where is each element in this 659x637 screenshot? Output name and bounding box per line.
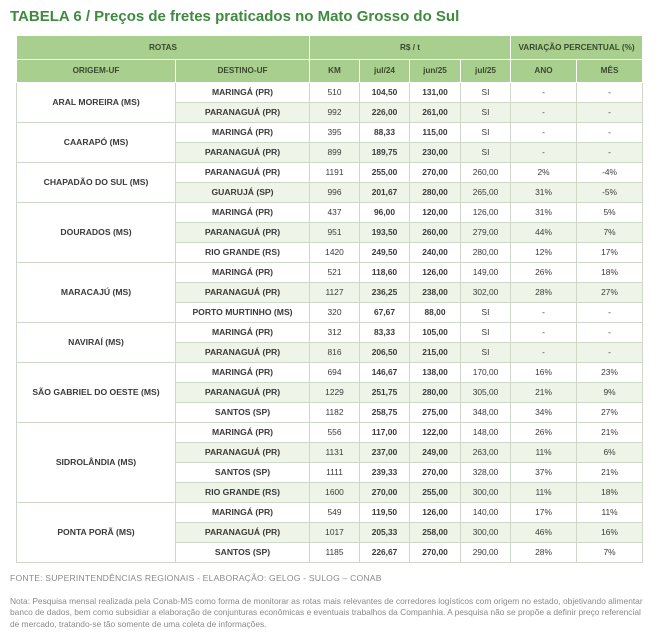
footnote: Nota: Pesquisa mensal realizada pela Conab-MS como forma de monitorar as rotas mais relevantes de corredores logísticos com origem no estado, objetivando alimentar banco de dados, bem como subsidiar a elaboração de conjunturas econômicas e eventuais trabalhos da Companhia. A pesquisa não se propõe a definir preço referencial de mercado, tratando-se tão somente de uma coleta de informações. (10, 596, 643, 629)
destination-cell: MARINGÁ (PR) (176, 423, 310, 443)
km-cell: 1600 (310, 483, 360, 503)
jul25-cell: 280,00 (461, 243, 511, 263)
destination-cell: MARINGÁ (PR) (176, 203, 310, 223)
jun25-cell: 138,00 (410, 363, 461, 383)
mes-cell: 27% (577, 403, 643, 423)
destination-cell: SANTOS (SP) (176, 463, 310, 483)
km-cell: 1191 (310, 163, 360, 183)
jul25-cell: 302,00 (461, 283, 511, 303)
jul25-cell: SI (461, 123, 511, 143)
ano-cell: - (511, 343, 577, 363)
mes-cell: 18% (577, 263, 643, 283)
jul25-cell: 348,00 (461, 403, 511, 423)
jul24-cell: 118,60 (360, 263, 410, 283)
ano-cell: 11% (511, 443, 577, 463)
km-cell: 1131 (310, 443, 360, 463)
destination-cell: GUARUJÁ (SP) (176, 183, 310, 203)
jul25-cell: 126,00 (461, 203, 511, 223)
origin-cell: ARAL MOREIRA (MS) (17, 83, 176, 123)
jun25-cell: 88,00 (410, 303, 461, 323)
jul24-cell: 67,67 (360, 303, 410, 323)
table-row (17, 163, 643, 183)
jul25-cell: 265,00 (461, 183, 511, 203)
jun25-cell: 258,00 (410, 523, 461, 543)
mes-cell: -5% (577, 183, 643, 203)
mes-cell: - (577, 143, 643, 163)
mes-cell: - (577, 123, 643, 143)
km-cell: 510 (310, 83, 360, 103)
ano-cell: - (511, 83, 577, 103)
destination-cell: MARINGÁ (PR) (176, 323, 310, 343)
jul24-cell: 189,75 (360, 143, 410, 163)
jul25-cell: 260,00 (461, 163, 511, 183)
mes-cell: 21% (577, 463, 643, 483)
jul24-cell: 258,75 (360, 403, 410, 423)
origin-cell: PONTA PORÃ (MS) (17, 503, 176, 563)
mes-cell: 17% (577, 243, 643, 263)
mes-cell: 21% (577, 423, 643, 443)
destination-cell: MARINGÁ (PR) (176, 503, 310, 523)
jul24-cell: 96,00 (360, 203, 410, 223)
jun25-cell: 270,00 (410, 543, 461, 563)
jun25-cell: 105,00 (410, 323, 461, 343)
jul24-cell: 226,00 (360, 103, 410, 123)
jun25-cell: 255,00 (410, 483, 461, 503)
jul25-cell: SI (461, 83, 511, 103)
header-variacao: VARIAÇÃO PERCENTUAL (%) (511, 36, 643, 60)
mes-cell: 16% (577, 523, 643, 543)
mes-cell: 18% (577, 483, 643, 503)
jun25-cell: 120,00 (410, 203, 461, 223)
jul24-cell: 201,67 (360, 183, 410, 203)
mes-cell: 11% (577, 503, 643, 523)
km-cell: 951 (310, 223, 360, 243)
ano-cell: 17% (511, 503, 577, 523)
source-line: FONTE: SUPERINTENDÊNCIAS REGIONAIS - ELABORAÇÃO: GELOG - SULOG – CONAB (10, 573, 382, 583)
jul24-cell: 119,50 (360, 503, 410, 523)
origin-cell: SÃO GABRIEL DO OESTE (MS) (17, 363, 176, 423)
jun25-cell: 215,00 (410, 343, 461, 363)
jul25-cell: 140,00 (461, 503, 511, 523)
mes-cell: 6% (577, 443, 643, 463)
header-ano: ANO (511, 60, 577, 83)
mes-cell: -4% (577, 163, 643, 183)
mes-cell: - (577, 303, 643, 323)
km-cell: 549 (310, 503, 360, 523)
destination-cell: SANTOS (SP) (176, 403, 310, 423)
table-row (17, 83, 643, 103)
jul25-cell: 328,00 (461, 463, 511, 483)
km-cell: 1017 (310, 523, 360, 543)
ano-cell: 26% (511, 423, 577, 443)
table-header (17, 36, 643, 83)
mes-cell: 7% (577, 543, 643, 563)
destination-cell: PORTO MURTINHO (MS) (176, 303, 310, 323)
km-cell: 320 (310, 303, 360, 323)
table-row (17, 203, 643, 223)
mes-cell: - (577, 103, 643, 123)
jun25-cell: 270,00 (410, 163, 461, 183)
mes-cell: - (577, 83, 643, 103)
ano-cell: 2% (511, 163, 577, 183)
km-cell: 1229 (310, 383, 360, 403)
jul24-cell: 117,00 (360, 423, 410, 443)
mes-cell: - (577, 343, 643, 363)
origin-cell: CHAPADÃO DO SUL (MS) (17, 163, 176, 203)
jun25-cell: 275,00 (410, 403, 461, 423)
origin-cell: NAVIRAÍ (MS) (17, 323, 176, 363)
table-row (17, 423, 643, 443)
origin-cell: MARACAJÚ (MS) (17, 263, 176, 323)
km-cell: 816 (310, 343, 360, 363)
ano-cell: 31% (511, 203, 577, 223)
destination-cell: PARANAGUÁ (PR) (176, 163, 310, 183)
km-cell: 996 (310, 183, 360, 203)
ano-cell: 46% (511, 523, 577, 543)
jun25-cell: 240,00 (410, 243, 461, 263)
jul24-cell: 206,50 (360, 343, 410, 363)
jul25-cell: 149,00 (461, 263, 511, 283)
km-cell: 395 (310, 123, 360, 143)
jul25-cell: 279,00 (461, 223, 511, 243)
km-cell: 556 (310, 423, 360, 443)
header-origem: ORIGEM-UF (17, 60, 176, 83)
jul24-cell: 83,33 (360, 323, 410, 343)
jul25-cell: 305,00 (461, 383, 511, 403)
origin-cell: SIDROLÂNDIA (MS) (17, 423, 176, 503)
jul24-cell: 193,50 (360, 223, 410, 243)
destination-cell: PARANAGUÁ (PR) (176, 383, 310, 403)
mes-cell: 23% (577, 363, 643, 383)
mes-cell: 7% (577, 223, 643, 243)
destination-cell: PARANAGUÁ (PR) (176, 143, 310, 163)
jun25-cell: 260,00 (410, 223, 461, 243)
km-cell: 1185 (310, 543, 360, 563)
km-cell: 992 (310, 103, 360, 123)
jul25-cell: SI (461, 323, 511, 343)
ano-cell: 34% (511, 403, 577, 423)
destination-cell: PARANAGUÁ (PR) (176, 283, 310, 303)
destination-cell: PARANAGUÁ (PR) (176, 103, 310, 123)
mes-cell: 27% (577, 283, 643, 303)
ano-cell: 26% (511, 263, 577, 283)
freight-prices-table (16, 35, 643, 563)
destination-cell: MARINGÁ (PR) (176, 263, 310, 283)
jun25-cell: 122,00 (410, 423, 461, 443)
km-cell: 1420 (310, 243, 360, 263)
jul25-cell: 300,00 (461, 523, 511, 543)
jul24-cell: 239,33 (360, 463, 410, 483)
header-jul24: jul/24 (360, 60, 410, 83)
ano-cell: 11% (511, 483, 577, 503)
jul25-cell: SI (461, 343, 511, 363)
ano-cell: 44% (511, 223, 577, 243)
jul25-cell: SI (461, 103, 511, 123)
mes-cell: - (577, 323, 643, 343)
jun25-cell: 280,00 (410, 383, 461, 403)
jun25-cell: 230,00 (410, 143, 461, 163)
ano-cell: - (511, 323, 577, 343)
jul24-cell: 236,25 (360, 283, 410, 303)
ano-cell: 16% (511, 363, 577, 383)
origin-cell: CAARAPÓ (MS) (17, 123, 176, 163)
page-title: TABELA 6 / Preços de fretes praticados no Mato Grosso do Sul (10, 8, 460, 25)
ano-cell: 31% (511, 183, 577, 203)
destination-cell: PARANAGUÁ (PR) (176, 443, 310, 463)
header-km: KM (310, 60, 360, 83)
km-cell: 1127 (310, 283, 360, 303)
destination-cell: MARINGÁ (PR) (176, 123, 310, 143)
jul24-cell: 237,00 (360, 443, 410, 463)
table-row (17, 123, 643, 143)
jul24-cell: 270,00 (360, 483, 410, 503)
jun25-cell: 280,00 (410, 183, 461, 203)
jun25-cell: 270,00 (410, 463, 461, 483)
jul24-cell: 255,00 (360, 163, 410, 183)
destination-cell: PARANAGUÁ (PR) (176, 343, 310, 363)
header-mes: MÊS (577, 60, 643, 83)
header-rotas: ROTAS (17, 36, 310, 60)
jul25-cell: SI (461, 143, 511, 163)
jul25-cell: 263,00 (461, 443, 511, 463)
table-row (17, 323, 643, 343)
km-cell: 437 (310, 203, 360, 223)
destination-cell: SANTOS (SP) (176, 543, 310, 563)
km-cell: 1111 (310, 463, 360, 483)
jul24-cell: 226,67 (360, 543, 410, 563)
jul25-cell: 170,00 (461, 363, 511, 383)
mes-cell: 5% (577, 203, 643, 223)
jul24-cell: 205,33 (360, 523, 410, 543)
destination-cell: RIO GRANDE (RS) (176, 243, 310, 263)
jul24-cell: 104,50 (360, 83, 410, 103)
jun25-cell: 249,00 (410, 443, 461, 463)
ano-cell: - (511, 143, 577, 163)
table-row (17, 503, 643, 523)
ano-cell: 37% (511, 463, 577, 483)
jun25-cell: 126,00 (410, 263, 461, 283)
jul24-cell: 146,67 (360, 363, 410, 383)
mes-cell: 9% (577, 383, 643, 403)
table-row (17, 263, 643, 283)
jul25-cell: 300,00 (461, 483, 511, 503)
km-cell: 899 (310, 143, 360, 163)
destination-cell: RIO GRANDE (RS) (176, 483, 310, 503)
table-row (17, 363, 643, 383)
origin-cell: DOURADOS (MS) (17, 203, 176, 263)
ano-cell: 28% (511, 543, 577, 563)
ano-cell: - (511, 123, 577, 143)
km-cell: 521 (310, 263, 360, 283)
ano-cell: 12% (511, 243, 577, 263)
jun25-cell: 126,00 (410, 503, 461, 523)
jun25-cell: 115,00 (410, 123, 461, 143)
jul24-cell: 249,50 (360, 243, 410, 263)
destination-cell: MARINGÁ (PR) (176, 363, 310, 383)
destination-cell: PARANAGUÁ (PR) (176, 223, 310, 243)
jul25-cell: 290,00 (461, 543, 511, 563)
jun25-cell: 261,00 (410, 103, 461, 123)
header-destino: DESTINO-UF (176, 60, 310, 83)
header-jul25: jul/25 (461, 60, 511, 83)
jul25-cell: 148,00 (461, 423, 511, 443)
ano-cell: 21% (511, 383, 577, 403)
km-cell: 1182 (310, 403, 360, 423)
ano-cell: - (511, 103, 577, 123)
jun25-cell: 131,00 (410, 83, 461, 103)
jun25-cell: 238,00 (410, 283, 461, 303)
ano-cell: 28% (511, 283, 577, 303)
destination-cell: PARANAGUÁ (PR) (176, 523, 310, 543)
header-jun25: jun/25 (410, 60, 461, 83)
jul24-cell: 251,75 (360, 383, 410, 403)
table-body (17, 83, 643, 563)
destination-cell: MARINGÁ (PR) (176, 83, 310, 103)
jul25-cell: SI (461, 303, 511, 323)
jul24-cell: 88,33 (360, 123, 410, 143)
header-rs-t: R$ / t (310, 36, 511, 60)
ano-cell: - (511, 303, 577, 323)
km-cell: 312 (310, 323, 360, 343)
km-cell: 694 (310, 363, 360, 383)
